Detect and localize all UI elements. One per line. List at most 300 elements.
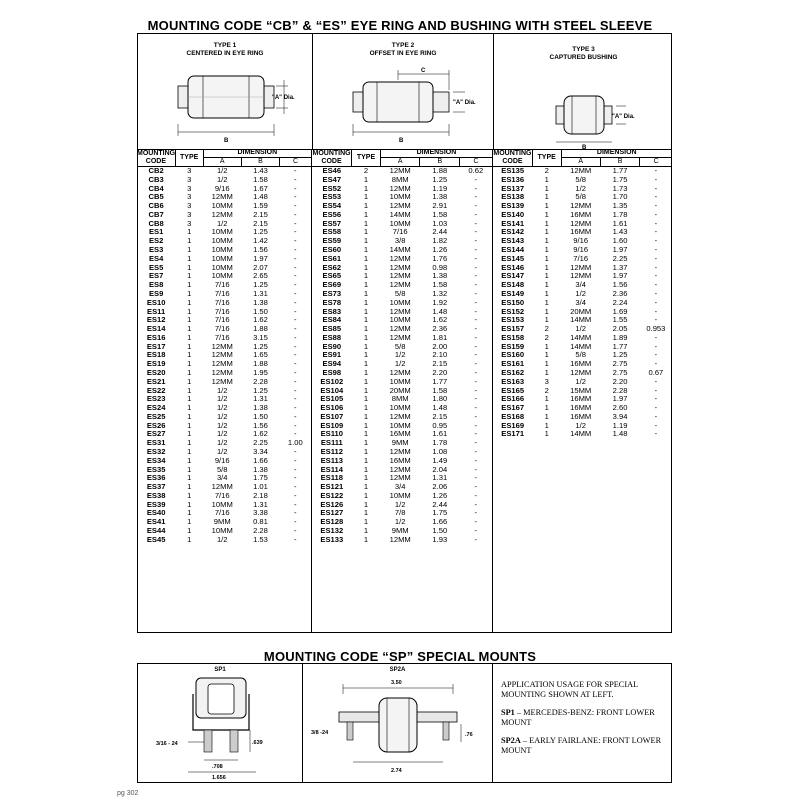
table-row	[137, 404, 311, 413]
type-value: 1	[544, 289, 549, 298]
dim-a-value: 12MM	[389, 281, 411, 290]
dim-b-value: 2.28	[253, 377, 268, 386]
type-value: 1	[544, 360, 549, 369]
special-mounts-frame	[137, 663, 672, 783]
sp1-diagram	[138, 664, 303, 782]
mounting-code: CB7	[148, 210, 164, 219]
type-value: 1	[544, 184, 549, 193]
dim-c-value: -	[474, 448, 478, 456]
sp1-label: SP1	[214, 667, 226, 673]
dim-a-value: 12MM	[389, 184, 411, 193]
dim-c-value: -	[294, 281, 297, 290]
type-value: 1	[187, 289, 192, 298]
dim-b-value: 1.38	[432, 193, 448, 202]
type-value: 1	[187, 272, 192, 281]
mounting-code: ES35	[146, 465, 166, 474]
mounting-code: ES7	[148, 272, 164, 281]
table-row	[312, 290, 492, 299]
dim-a-value: 1/2	[575, 377, 586, 386]
dim-c-value: -	[474, 404, 478, 413]
mounting-code: ES143	[501, 237, 525, 246]
type-value: 3	[544, 377, 549, 386]
type-value: 1	[187, 527, 192, 536]
type-value: 1	[187, 333, 192, 342]
mounting-code: CB4	[148, 184, 164, 193]
type2-label: TYPE 2 OFFSET IN EYE RING	[369, 42, 437, 57]
dim-c-value: -	[294, 491, 297, 500]
dim-a-value: 12MM	[570, 368, 592, 377]
dim-b-value: 1.38	[432, 272, 448, 281]
mounting-code: ES16	[146, 333, 166, 342]
dim-b-value: 1.81	[432, 333, 448, 342]
dim-a-value: 5/8	[394, 342, 406, 351]
type3-dim-a: "A" Dia.	[612, 114, 635, 120]
dim-c-value: -	[654, 272, 658, 281]
type-value: 1	[187, 368, 192, 377]
dim-a-value: 8MM	[391, 395, 409, 404]
dim-b-value: 1.03	[432, 219, 448, 228]
table-row	[312, 246, 492, 255]
mounting-code: ES17	[146, 342, 166, 351]
dim-b-value: 1.60	[612, 237, 628, 246]
mounting-code: ES58	[322, 228, 342, 237]
dim-b-value: 1.19	[432, 184, 448, 193]
type3-dim-b: B	[582, 145, 587, 150]
dim-a-value: 12MM	[211, 342, 233, 351]
type-value: 1	[363, 298, 369, 307]
table-row	[312, 220, 492, 229]
table-row	[137, 351, 311, 360]
mounting-code: ES21	[146, 377, 166, 386]
type-value: 1	[363, 228, 369, 237]
table-row	[312, 167, 492, 176]
dim-b-value: 2.44	[432, 500, 448, 509]
mounting-code: ES32	[146, 448, 166, 456]
dim-a-value: 9/16	[573, 237, 589, 246]
type-value: 1	[363, 175, 369, 184]
dim-c-value: -	[294, 228, 297, 237]
dim-b-value: 2.15	[253, 219, 268, 228]
table-row	[137, 211, 311, 220]
dim-a-value: 16MM	[570, 360, 592, 369]
type-value: 1	[187, 404, 192, 413]
type-value: 1	[187, 307, 192, 316]
mounting-code: ES44	[146, 527, 166, 536]
dim-c-value: 1.00	[287, 439, 303, 448]
dim-c-value: -	[294, 246, 297, 255]
type-value: 3	[187, 184, 192, 193]
dim-b-value: 2.24	[612, 298, 628, 307]
table-row	[312, 272, 492, 281]
type-value: 1	[363, 386, 369, 395]
dim-b-value: 1.97	[253, 254, 268, 263]
dim-b-value: 1.08	[432, 448, 448, 456]
table-row	[137, 509, 311, 518]
dim-c-value: -	[654, 175, 658, 184]
dim-a-value: 1/2	[216, 395, 228, 404]
table-row	[137, 536, 311, 545]
dim-c-value: -	[474, 527, 478, 536]
table-row	[137, 176, 311, 185]
dim-b-value: 2.18	[253, 491, 268, 500]
dim-b-value: 2.28	[612, 386, 628, 395]
dim-c-value: -	[294, 377, 297, 386]
dim-a-value: 5/8	[216, 465, 228, 474]
type-value: 1	[187, 246, 192, 255]
table-row	[137, 202, 311, 211]
table-row	[137, 448, 311, 457]
mounting-code: ES9	[148, 289, 164, 298]
type-value: 1	[544, 202, 549, 211]
mounting-code: ES39	[146, 500, 166, 509]
dim-b-value: 1.65	[253, 351, 268, 360]
type-value: 1	[363, 289, 369, 298]
type-value: 1	[363, 412, 369, 421]
table-row	[312, 387, 492, 396]
dim-c-value: -	[294, 237, 297, 246]
type-value: 1	[187, 386, 192, 395]
dim-c-value: -	[654, 404, 658, 413]
table-row	[312, 334, 492, 343]
dim-b-value: 1.70	[612, 193, 628, 202]
dim-b-value: 1.92	[432, 298, 448, 307]
mounting-code: ES45	[146, 535, 166, 544]
dim-a-value: 1/2	[216, 175, 228, 184]
table-row	[312, 211, 492, 220]
table-row	[493, 343, 672, 352]
dim-a-value: 9/16	[214, 456, 230, 465]
header-b: B	[420, 158, 460, 167]
dim-c-value: -	[474, 491, 478, 500]
mounting-code: ES133	[320, 535, 344, 544]
mounting-code: ES60	[322, 246, 342, 255]
mounting-code: ES5	[148, 263, 164, 272]
dim-a-value: 12MM	[211, 210, 233, 219]
dim-c-value: -	[654, 246, 658, 255]
mounting-code: ES65	[322, 272, 342, 281]
dim-b-value: 2.15	[432, 360, 448, 369]
dim-b-value: 1.38	[253, 298, 268, 307]
dim-a-value: 12MM	[389, 166, 411, 175]
type-value: 1	[544, 193, 549, 202]
dim-b-value: 1.25	[253, 228, 268, 237]
dim-a-value: 10MM	[389, 404, 411, 413]
table-row	[137, 422, 311, 431]
mounting-code: ES144	[501, 246, 525, 255]
dim-b-value: 1.62	[253, 316, 268, 325]
mounting-code: ES165	[501, 386, 525, 395]
dim-b-value: 1.75	[432, 509, 448, 518]
dim-c-value: 0.953	[646, 325, 666, 334]
table-row	[137, 220, 311, 229]
sp2a-dim-height: .76	[465, 732, 473, 738]
table-row	[137, 290, 311, 299]
dim-a-value: 10MM	[389, 377, 411, 386]
dim-b-value: 1.58	[432, 386, 448, 395]
dim-c-value: -	[294, 404, 297, 413]
mounting-code: ES47	[322, 175, 342, 184]
mounting-code: ES162	[501, 368, 525, 377]
dim-c-value: -	[474, 474, 478, 483]
table-row	[137, 185, 311, 194]
mounting-code: ES54	[322, 202, 342, 211]
type-value: 1	[187, 509, 192, 518]
table-row	[493, 334, 672, 343]
dim-c-value: -	[474, 210, 478, 219]
dim-c-value: -	[474, 465, 478, 474]
mounting-code: ES118	[320, 474, 343, 483]
header-mounting-code: MOUNTING CODE	[312, 149, 351, 165]
dim-a-value: 12MM	[389, 307, 411, 316]
mounting-code: ES169	[501, 421, 525, 430]
dim-c-value: -	[294, 333, 297, 342]
table-row	[312, 308, 492, 317]
type-value: 1	[363, 509, 369, 518]
mounting-code: ES114	[320, 465, 343, 474]
mounting-code: ES27	[146, 430, 166, 439]
table-row	[312, 281, 492, 290]
mounting-code: ES94	[322, 360, 342, 369]
type-value: 1	[363, 281, 369, 290]
type-value: 1	[187, 491, 192, 500]
dim-b-value: 1.56	[253, 246, 268, 255]
sp2a-label: SP2A	[389, 667, 406, 673]
dim-c-value: -	[294, 289, 297, 298]
dim-c-value: -	[654, 202, 658, 211]
table-row	[137, 334, 311, 343]
mounting-code: ES149	[501, 289, 525, 298]
table-row	[312, 527, 492, 536]
dim-a-value: 7/16	[214, 333, 230, 342]
dim-b-value: 2.04	[432, 465, 448, 474]
dim-a-value: 12MM	[389, 272, 411, 281]
dim-a-value: 16MM	[570, 404, 592, 413]
dim-b-value: 1.58	[253, 175, 268, 184]
dim-c-value: -	[654, 430, 658, 439]
table-row	[137, 518, 311, 527]
dim-b-value: 1.50	[253, 412, 268, 421]
type-value: 2	[544, 333, 549, 342]
type-value: 1	[363, 500, 369, 509]
table-row	[493, 422, 672, 431]
dim-c-value: -	[294, 193, 297, 202]
dim-c-value: -	[474, 219, 478, 228]
mounting-code: ES90	[322, 342, 342, 351]
mounting-code: ES22	[146, 386, 166, 395]
table-row	[312, 176, 492, 185]
table-row	[493, 176, 672, 185]
dim-c-value: -	[294, 263, 297, 272]
dim-a-value: 7/16	[214, 509, 230, 518]
dim-a-value: 8MM	[391, 175, 409, 184]
mounting-code: ES168	[501, 412, 525, 421]
mounting-code: ES91	[322, 351, 342, 360]
table-row	[312, 325, 492, 334]
dim-a-value: 9MM	[391, 439, 409, 448]
table-row	[493, 430, 672, 439]
table-row	[137, 308, 311, 317]
table-row	[312, 185, 492, 194]
dim-b-value: 1.97	[612, 246, 628, 255]
table-row	[137, 264, 311, 273]
type-value: 1	[544, 210, 549, 219]
header-a: A	[561, 158, 600, 167]
dim-b-value: 1.43	[253, 166, 268, 175]
dim-b-value: 1.31	[432, 474, 448, 483]
dim-b-value: 1.62	[432, 316, 448, 325]
dim-a-value: 20MM	[389, 386, 411, 395]
dim-c-value: -	[654, 193, 658, 202]
table-row	[312, 343, 492, 352]
dim-b-value: 1.93	[432, 535, 448, 544]
mounting-code: ES102	[320, 377, 344, 386]
mounting-code: ES166	[501, 395, 525, 404]
dim-c-value: -	[474, 175, 478, 184]
sp2a-dim-center: 2.74	[391, 768, 402, 774]
table-row	[493, 220, 672, 229]
dim-b-value: 1.67	[253, 184, 268, 193]
dim-c-value: -	[654, 254, 658, 263]
dim-b-value: 2.25	[253, 439, 268, 448]
dim-b-value: 2.75	[612, 360, 628, 369]
sp2a-diagram	[303, 664, 493, 782]
dim-a-value: 5/8	[575, 351, 586, 360]
dim-c-value: -	[294, 272, 297, 281]
sp-section-title: MOUNTING CODE “SP” SPECIAL MOUNTS	[263, 649, 537, 664]
dim-c-value: -	[294, 500, 297, 509]
dim-b-value: 2.36	[432, 325, 448, 334]
dim-b-value: 2.75	[612, 368, 628, 377]
dim-a-value: 5/8	[575, 175, 586, 184]
dim-c-value: -	[294, 325, 297, 334]
mounting-code: ES142	[501, 228, 525, 237]
sp2a-dim-thread: 3/8 -24	[311, 730, 329, 736]
header-mounting-code: MOUNTING CODE	[137, 149, 176, 165]
dim-c-value: -	[654, 281, 658, 290]
dim-c-value: -	[474, 263, 478, 272]
dim-a-value: 10MM	[389, 491, 411, 500]
mounting-code: ES24	[146, 404, 166, 413]
type-value: 1	[187, 474, 192, 483]
type-value: 1	[544, 272, 549, 281]
dim-c-value: -	[474, 430, 478, 439]
dim-c-value: -	[294, 210, 297, 219]
mounting-code: ES160	[501, 351, 525, 360]
table-row	[312, 316, 492, 325]
dim-a-value: 12MM	[389, 333, 411, 342]
dim-b-value: 1.48	[432, 404, 448, 413]
dim-a-value: 16MM	[570, 228, 592, 237]
mounting-code: ES88	[322, 333, 342, 342]
table-row	[493, 193, 672, 202]
dim-c-value: -	[294, 483, 297, 492]
table-row	[137, 167, 311, 176]
mounting-code: ES34	[146, 456, 166, 465]
dim-c-value: -	[474, 483, 478, 492]
dim-a-value: 12MM	[570, 202, 592, 211]
table-row	[312, 483, 492, 492]
type-value: 1	[363, 421, 369, 430]
header-dimension: DIMENSION	[561, 149, 672, 158]
mounting-code: ES19	[146, 360, 166, 369]
type-value: 3	[187, 219, 192, 228]
table-row	[493, 185, 672, 194]
dim-a-value: 9MM	[391, 527, 409, 536]
type-value: 1	[544, 175, 549, 184]
type-value: 1	[187, 298, 192, 307]
table-row	[137, 193, 311, 202]
mounting-code: ES56	[322, 210, 342, 219]
page-footer: pg 302	[117, 790, 139, 797]
dim-b-value: 1.31	[253, 395, 268, 404]
dim-b-value: 1.56	[253, 421, 268, 430]
mounting-code: ES36	[146, 474, 166, 483]
type-value: 1	[544, 351, 549, 360]
dim-b-value: 2.60	[612, 404, 628, 413]
type-value: 1	[544, 307, 549, 316]
dim-c-value: -	[294, 386, 297, 395]
dim-a-value: 16MM	[389, 456, 411, 465]
dim-a-value: 10MM	[389, 219, 411, 228]
mounting-code: ES18	[146, 351, 166, 360]
dim-a-value: 1/2	[575, 289, 586, 298]
dim-c-value: -	[294, 448, 297, 456]
dim-b-value: 1.77	[612, 342, 628, 351]
dim-c-value: -	[294, 298, 297, 307]
type-value: 1	[363, 439, 369, 448]
table-row	[137, 255, 311, 264]
mounting-code: ES31	[146, 439, 166, 448]
table-row	[312, 536, 492, 545]
type2-dim-b: B	[399, 138, 404, 144]
table-row	[493, 228, 672, 237]
type-value: 1	[363, 219, 369, 228]
table-row	[312, 193, 492, 202]
dim-c-value: -	[654, 342, 658, 351]
dim-a-value: 12MM	[211, 360, 233, 369]
type-value: 1	[187, 316, 192, 325]
dim-b-value: 1.58	[432, 210, 448, 219]
dim-a-value: 1/2	[216, 412, 228, 421]
mounting-code: ES127	[320, 509, 344, 518]
dim-b-value: 1.73	[612, 184, 628, 193]
type-value: 1	[363, 368, 369, 377]
type-value: 1	[187, 483, 192, 492]
mounting-code: ES138	[501, 193, 525, 202]
type-value: 3	[187, 202, 192, 211]
dim-a-value: 12MM	[570, 263, 592, 272]
table-row	[137, 360, 311, 369]
mounting-code: ES41	[146, 518, 166, 527]
dim-a-value: 1/2	[216, 386, 228, 395]
dim-b-value: 1.50	[432, 527, 448, 536]
mounting-code: ES104	[320, 386, 344, 395]
dim-a-value: 14MM	[570, 342, 592, 351]
dim-b-value: 1.25	[612, 351, 628, 360]
type-value: 1	[363, 272, 369, 281]
dim-c-value: -	[474, 342, 478, 351]
type-value: 1	[363, 448, 369, 456]
dim-c-value: -	[474, 360, 478, 369]
mounting-code: ES73	[322, 289, 342, 298]
table-row	[137, 430, 311, 439]
type-value: 3	[187, 210, 192, 219]
type-value: 1	[544, 263, 549, 272]
header-type: TYPE	[532, 149, 561, 167]
dim-a-value: 1/2	[216, 219, 228, 228]
dim-b-value: 3.38	[253, 509, 268, 518]
mounting-code: ES109	[320, 421, 344, 430]
